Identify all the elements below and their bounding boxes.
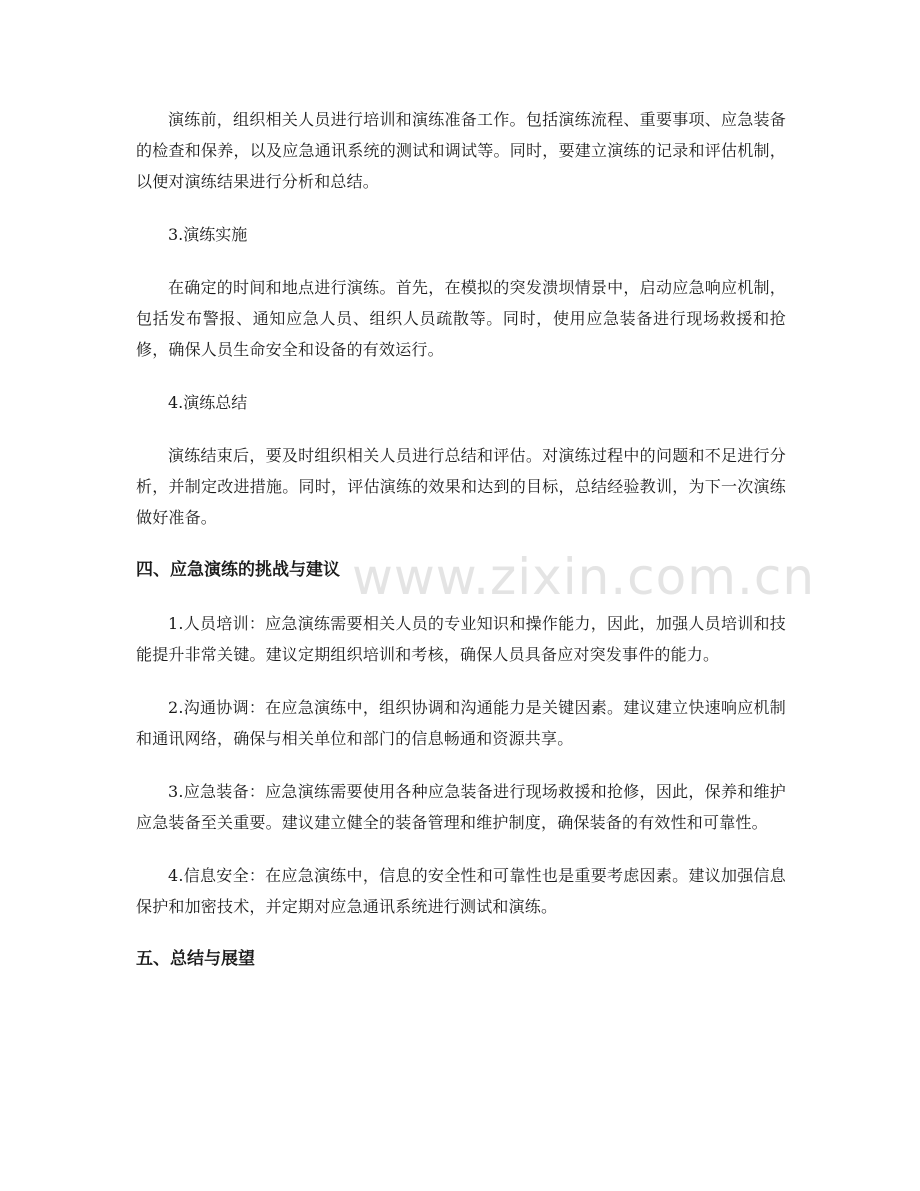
paragraph-equipment: 3.应急装备：应急演练需要使用各种应急装备进行现场救援和抢修，因此，保养和维护应急装备至关重要。建议建立健全的装备管理和维护制度，确保装备的有效性和可靠性。 — [136, 782, 786, 832]
subheading-drill-summary: 4.演练总结 — [168, 393, 248, 412]
document-body — [136, 104, 786, 997]
section-heading-conclusion: 五、总结与展望 — [136, 949, 255, 969]
paragraph-personnel-training: 1.人员培训：应急演练需要相关人员的专业知识和操作能力，因此，加强人员培训和技能提升非常关键。建议定期组织培训和考核，确保人员具备应对突发事件的能力。 — [136, 614, 786, 664]
watermark-text: www.zixin.com.cn — [352, 548, 816, 606]
paragraph-implementation: 在确定的时间和地点进行演练。首先，在模拟的突发溃坝情景中，启动应急响应机制，包括发布警报、通知应急人员、组织人员疏散等。同时，使用应急装备进行现场救援和抢修，确保人员生命安全和设备的有效运行。 — [136, 278, 786, 359]
subheading-drill-implementation: 3.演练实施 — [168, 225, 248, 244]
paragraph-communication: 2.沟通协调：在应急演练中，组织协调和沟通能力是关键因素。建议建立快速响应机制和通讯网络，确保与相关单位和部门的信息畅通和资源共享。 — [136, 698, 786, 748]
paragraph-information-security: 4.信息安全：在应急演练中，信息的安全性和可靠性也是重要考虑因素。建议加强信息保护和加密技术，并定期对应急通讯系统进行测试和演练。 — [136, 866, 786, 916]
paragraph-preparation: 演练前，组织相关人员进行培训和演练准备工作。包括演练流程、重要事项、应急装备的检查和保养，以及应急通讯系统的测试和调试等。同时，要建立演练的记录和评估机制，以便对演练结果进行分析和总结。 — [136, 110, 786, 191]
paragraph-summary: 演练结束后，要及时组织相关人员进行总结和评估。对演练过程中的问题和不足进行分析，并制定改进措施。同时，评估演练的效果和达到的目标，总结经验教训，为下一次演练做好准备。 — [136, 446, 786, 527]
section-heading-challenges: 四、应急演练的挑战与建议 — [136, 560, 340, 580]
